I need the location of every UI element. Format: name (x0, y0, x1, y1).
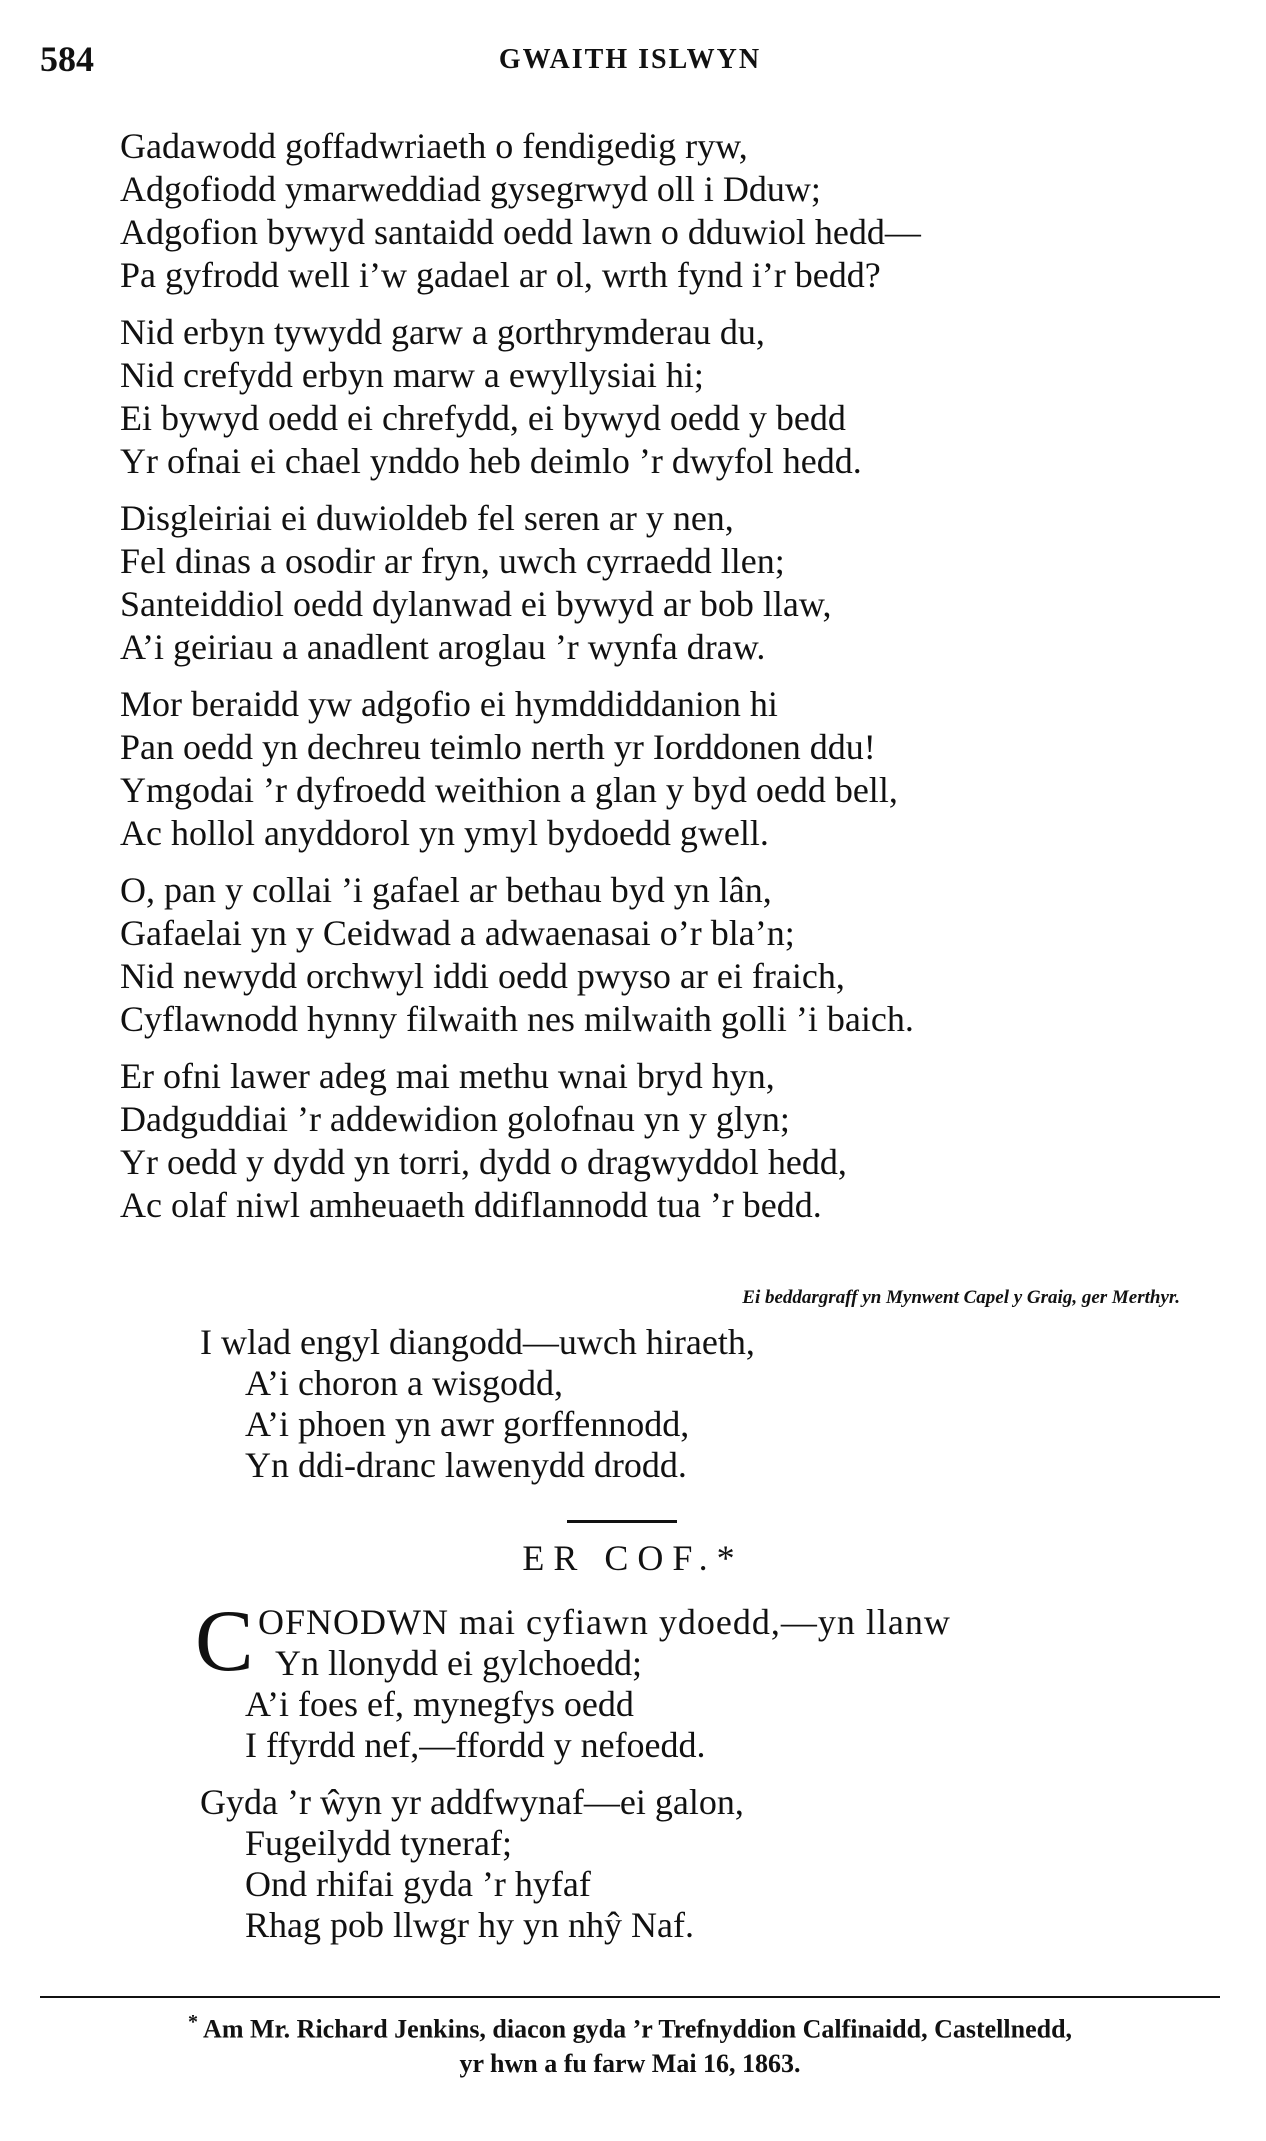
verse-line: Ond rhifai gyda ’r hyfaf (245, 1864, 591, 1904)
page-header (40, 38, 1220, 88)
first-line-text: OFNODWN mai cyfiawn ydoedd,—yn llanw (258, 1602, 951, 1642)
verse-line: Adgofion bywyd santaidd oedd lawn o dduwiol hedd— (120, 212, 921, 252)
footnote-rule (40, 1996, 1220, 1998)
verse-line: Fel dinas a osodir ar fryn, uwch cyrraedd llen; (120, 541, 785, 581)
verse-line: Yn ddi-dranc lawenydd drodd. (245, 1445, 687, 1485)
stanza (195, 1593, 1200, 1766)
verse-line: Ac olaf niwl amheuaeth ddiflannodd tua ’r bedd. (120, 1185, 822, 1225)
epitaph-englyn (200, 1322, 755, 1486)
verse-line: Fugeilydd tyneraf; (245, 1823, 512, 1863)
verse-line: A’i choron a wisgodd, (245, 1363, 563, 1403)
section-divider (567, 1520, 677, 1523)
stanza (120, 311, 1200, 483)
verse-line: Pan oedd yn dechreu teimlo nerth yr Iorddonen ddu! (120, 727, 876, 767)
footnote-line (40, 2005, 1220, 2047)
epitaph-attribution: Ei beddargraff yn Mynwent Capel y Graig, ger Merthyr. (742, 1287, 1180, 1308)
verse-line: Gyda ’r ŵyn yr addfwynaf—ei galon, (200, 1782, 744, 1822)
verse-line: A’i phoen yn awr gorffennodd, (245, 1404, 690, 1444)
verse-line: A’i geiriau a anadlent aroglau ’r wynfa draw. (120, 627, 766, 667)
verse-line: Gadawodd goffadwriaeth o fendigedig ryw, (120, 126, 748, 166)
verse-line: Dadguddiai ’r addewidion golofnau yn y glyn; (120, 1099, 790, 1139)
verse-line: Disgleiriai ei duwioldeb fel seren ar y nen, (120, 498, 734, 538)
verse-line: I ffyrdd nef,—ffordd y nefoedd. (245, 1725, 706, 1765)
page-number: 584 (40, 39, 94, 79)
footnote-marker: * (187, 2011, 198, 2033)
running-title: GWAITH ISLWYN (498, 44, 762, 75)
verse-line: Yr ofnai ei chael ynddo heb deimlo ’r dwyfol hedd. (120, 441, 862, 481)
stanza (120, 683, 1200, 855)
verse-line: Yr oedd y dydd yn torri, dydd o dragwyddol hedd, (120, 1142, 847, 1182)
verse-line: Yn llonydd ei gylchoedd; (275, 1643, 642, 1683)
verse-line: Ei bywyd oedd ei chrefydd, ei bywyd oedd y bedd (120, 398, 846, 438)
verse-line: Rhag pob llwgr hy yn nhŷ Naf. (245, 1905, 694, 1945)
section-heading: ER COF.* (522, 1538, 744, 1578)
verse-line: Ymgodai ’r dyfroedd weithion a glan y byd oedd bell, (120, 770, 898, 810)
footnote (40, 2005, 1220, 2081)
verse-line: I wlad engyl diangodd—uwch hiraeth, (200, 1322, 755, 1362)
verse-line: Mor beraidd yw adgofio ei hymddiddanion hi (120, 684, 778, 724)
stanza (120, 497, 1200, 669)
verse-line: Nid erbyn tywydd garw a gorthrymderau du, (120, 312, 765, 352)
verse-line: Er ofni lawer adeg mai methu wnai bryd hyn, (120, 1056, 775, 1096)
er-cof-poem (195, 1593, 1200, 1962)
verse-line: Nid newydd orchwyl iddi oedd pwyso ar ei fraich, (120, 956, 845, 996)
footnote-text: Am Mr. Richard Jenkins, diacon gyda ’r Trefnyddion Calfinaidd, Castellnedd, (203, 2014, 1073, 2044)
verse-line: Ac hollol anyddorol yn ymyl bydoedd gwell. (120, 813, 769, 853)
verse-line: Adgofiodd ymarweddiad gysegrwyd oll i Dduw; (120, 169, 821, 209)
verse-line: A’i foes ef, mynegfys oedd (245, 1684, 634, 1724)
stanza (200, 1782, 1200, 1946)
elegy-poem (120, 125, 1200, 1241)
footnote-line: yr hwn a fu farw Mai 16, 1863. (459, 2048, 801, 2078)
verse-line: Cyflawnodd hynny filwaith nes milwaith golli ’i baich. (120, 999, 914, 1039)
verse-line: Santeiddiol oedd dylanwad ei bywyd ar bob llaw, (120, 584, 832, 624)
stanza (120, 1055, 1200, 1227)
drop-cap: C (195, 1593, 254, 1690)
stanza (120, 125, 1200, 297)
verse-line: O, pan y collai ’i gafael ar bethau byd yn lân, (120, 870, 772, 910)
stanza (120, 869, 1200, 1041)
verse-line: Gafaelai yn y Ceidwad a adwaenasai o’r bla’n; (120, 913, 795, 953)
verse-line: Pa gyfrodd well i’w gadael ar ol, wrth fynd i’r bedd? (120, 255, 881, 295)
verse-line: Nid crefydd erbyn marw a ewyllysiai hi; (120, 355, 704, 395)
